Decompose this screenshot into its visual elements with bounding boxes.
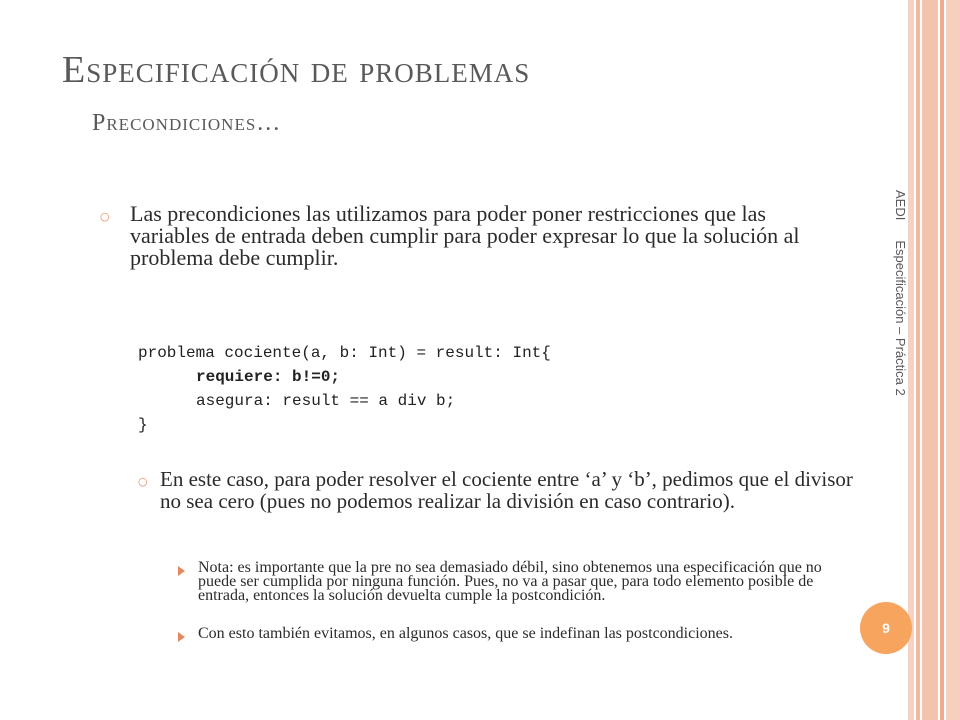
triangle-arrow-icon [178, 566, 185, 576]
hollow-circle-icon: ○ [138, 475, 148, 488]
code-line-2: requiere: b!=0; [196, 368, 341, 386]
decorative-stripes [908, 0, 960, 720]
intro-paragraph: Las precondiciones las utilizamos para poder poner restricciones que las variables de entrada deben cumplir para poder expresar lo que la solución al problema debe cumplir. [130, 201, 800, 270]
code-line-4: } [138, 416, 148, 434]
sidebar-footer [893, 190, 908, 396]
triangle-arrow-icon [178, 632, 185, 642]
sidebar-topic: Especificación – Práctica 2 [893, 240, 908, 396]
code-block [138, 341, 551, 437]
page-number: 9 [882, 620, 890, 636]
note-item-2: Con esto también evitamos, en algunos casos, que se indefinan las postcondiciones. [198, 625, 733, 642]
code-line-3: asegura: result == a div b; [196, 392, 456, 410]
page-number-badge [860, 602, 912, 654]
sub-bullet-paragraph: En este caso, para poder resolver el cociente entre ‘a’ y ‘b’, pedimos que el divisor no sea cero (pues no podemos realizar la división en caso contrario). [160, 467, 853, 513]
slide-title: Especificación de problemas [62, 49, 531, 91]
code-line-1: problema cociente(a, b: Int) = result: Int{ [138, 344, 551, 362]
note-item-1: Nota: es importante que la pre no sea demasiado débil, sino obtenemos una especificación que no puede ser cumplida por ninguna función. Pues, no va a pasar que, para todo elemento posible de entrada, entonces la solución devuelta cumple la postcondición. [198, 559, 822, 604]
slide-subtitle: Precondiciones… [92, 110, 282, 136]
sidebar-course: AEDI [893, 190, 908, 221]
hollow-circle-icon: ○ [100, 210, 110, 223]
